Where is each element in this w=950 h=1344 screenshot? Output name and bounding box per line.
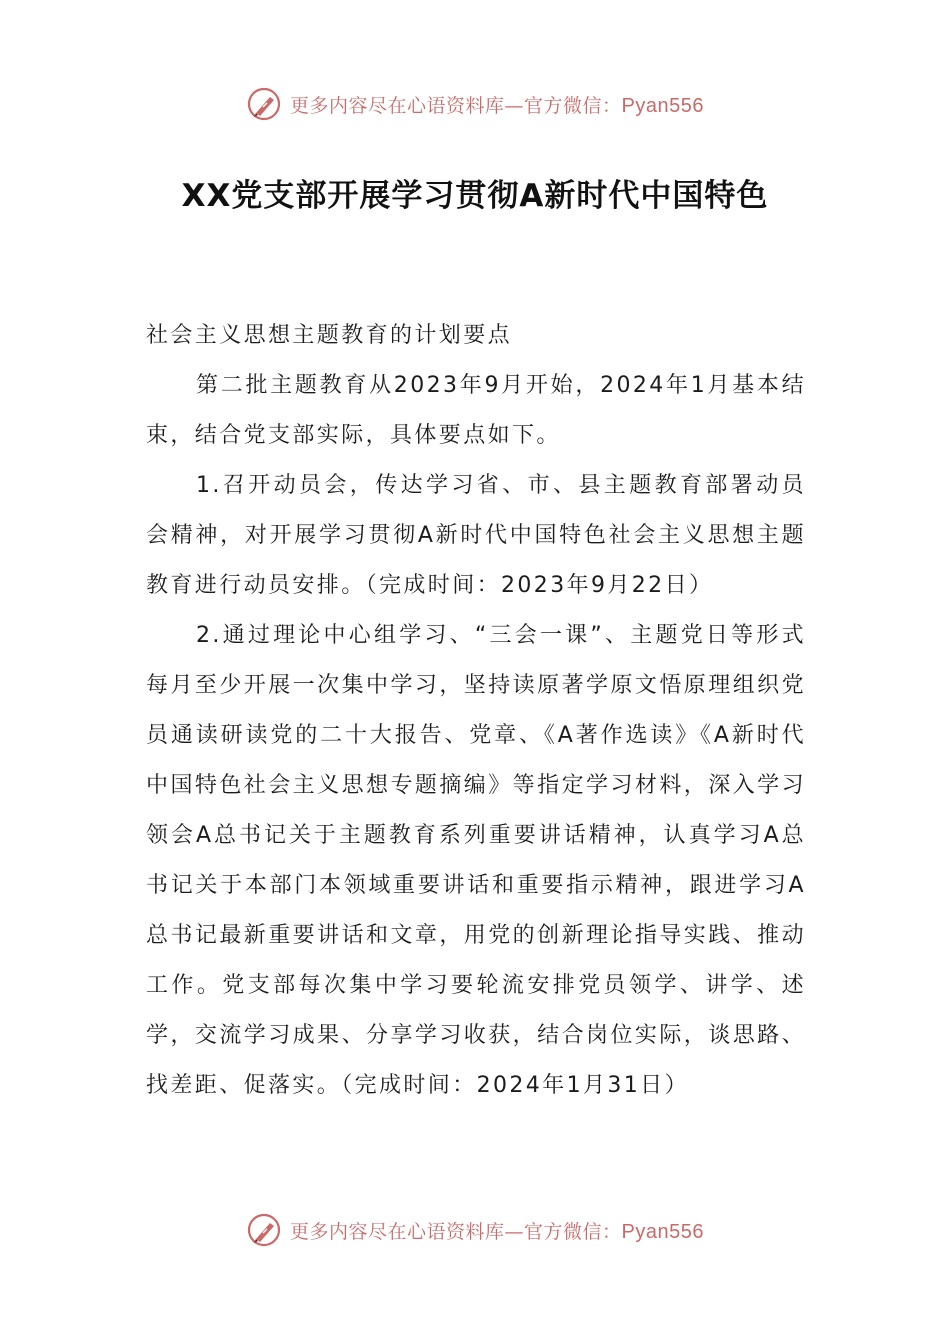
pen-nib-logo-icon — [246, 86, 282, 122]
wechat-id: Pyan556 — [621, 1220, 704, 1243]
watermark-banner-bottom — [0, 1208, 950, 1252]
item-1-paragraph: 1.召开动员会，传达学习省、市、县主题教育部署动员会精神，对开展学习贯彻A新时代中国特色社会主义思想主题教育进行动员安排。（完成时间：2023年9月22日） — [146, 473, 806, 598]
pen-nib-logo-icon — [246, 1212, 282, 1248]
item-2-paragraph: 2.通过理论中心组学习、“三会一课”、主题党日等形式每月至少开展一次集中学习，坚持读原著学原文悟原理组织党员通读研读党的二十大报告、党章、《A著作选读》《A新时代中国特色社会主义思想专题摘编》等指定学习材料，深入学习领会A总书记关于主题教育系列重要讲话精神，认真学习A总书记关于本部门本领域重要讲话和重要指示精神，跟进学习A总书记最新重要讲话和文章，用党的创新理论指导实践、推动工作。党支部每次集中学习要轮流安排党员领学、讲学、述学，交流学习成果、分享学习收获，结合岗位实际，谈思路、找差距、促落实。（完成时间：2024年1月31日） — [146, 623, 806, 1098]
watermark-text: 更多内容尽在心语资料库—官方微信：Pyan556 — [290, 1220, 704, 1243]
wechat-id: Pyan556 — [621, 94, 704, 117]
watermark-text: 更多内容尽在心语资料库—官方微信：Pyan556 — [290, 94, 704, 117]
document-body — [146, 311, 806, 1111]
watermark-banner-top — [0, 82, 950, 126]
title-continuation: 社会主义思想主题教育的计划要点 — [146, 323, 513, 348]
document-title: XX党支部开展学习贯彻A新时代中国特色 — [181, 178, 769, 214]
intro-paragraph: 第二批主题教育从2023年9月开始，2024年1月基本结束，结合党支部实际，具体要点如下。 — [146, 373, 806, 448]
